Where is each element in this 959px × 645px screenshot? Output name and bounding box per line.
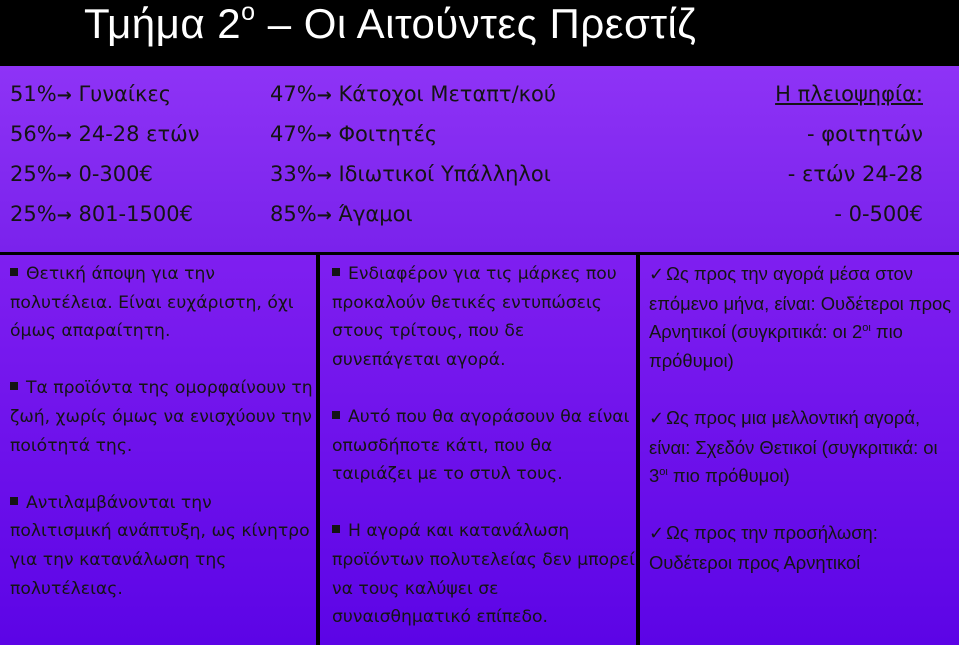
bullet-paragraph: Η αγορά και κατανάλωση προϊόντων πολυτελείας δεν μπορεί να τους καλύψει σε συναισθηματικό επίπεδο. bbox=[332, 521, 635, 628]
arrow-right-icon: → bbox=[316, 125, 332, 146]
square-bullet-icon bbox=[332, 525, 340, 533]
stat-item: 47%→ Κάτοχοι Μεταπτ/κού bbox=[270, 82, 557, 106]
bullet-paragraph: Αυτό που θα αγοράσουν θα είναι οπωσδήποτε κάτι, που θα ταιριάζει με το στυλ τους. bbox=[332, 406, 630, 485]
purchase-intent-column bbox=[640, 255, 959, 645]
bullet-paragraph: Αντιλαμβάνονται την πολιτισμική ανάπτυξη, ως κίνητρο για την κατανάλωση της πολυτέλειας. bbox=[10, 492, 310, 599]
square-bullet-icon bbox=[332, 268, 340, 276]
arrow-right-icon: → bbox=[316, 85, 332, 106]
checkmark-icon: ✓ bbox=[649, 407, 665, 429]
stat-item: 47%→ Φοιτητές bbox=[270, 122, 438, 146]
square-bullet-icon bbox=[10, 497, 18, 505]
stat-item: 85%→ Άγαμοι bbox=[270, 202, 413, 226]
title-text: Τμήμα 2 bbox=[84, 0, 242, 47]
arrow-right-icon: → bbox=[316, 205, 332, 226]
stats-panel bbox=[0, 66, 959, 254]
title-superscript: ο bbox=[241, 0, 256, 26]
attitudes-column bbox=[0, 255, 316, 645]
stat-item: 51%→ Γυναίκες bbox=[10, 82, 172, 106]
arrow-right-icon: → bbox=[56, 165, 72, 186]
square-bullet-icon bbox=[10, 268, 18, 276]
arrow-right-icon: → bbox=[56, 85, 72, 106]
title-text-rest: – Οι Αιτούντες Πρεστίζ bbox=[255, 0, 697, 47]
majority-item: - φοιτητών bbox=[807, 122, 923, 146]
checkmark-icon: ✓ bbox=[649, 523, 665, 545]
square-bullet-icon bbox=[332, 411, 340, 419]
stat-item: 33%→ Ιδιωτικοί Υπάλληλοι bbox=[270, 162, 551, 186]
arrow-right-icon: → bbox=[56, 125, 72, 146]
stat-item: 25%→ 0-300€ bbox=[10, 162, 153, 186]
arrow-right-icon: → bbox=[56, 205, 72, 226]
bullet-paragraph: Τα προϊόντα της ομορφαίνουν τη ζωή, χωρίς όμως να ενισχύουν την ποιότητά της. bbox=[10, 378, 313, 456]
bullet-paragraph: Ενδιαφέρον για τις μάρκες που προκαλούν θετικές εντυπώσεις στους τρίτους, που δε συνεπάγεται αγορά. bbox=[332, 264, 617, 370]
majority-item: - ετών 24-28 bbox=[787, 162, 923, 186]
check-paragraph: ✓ Ως προς την αγορά μέσα στον επόμενο μήνα, είναι: Ουδέτεροι προς Αρνητικοί (συγκριτικά: οι $2^{o\iota}$ πιο πρόθυμοι) bbox=[649, 263, 952, 371]
square-bullet-icon bbox=[10, 382, 18, 390]
stat-item: 25%→ 801-1500€ bbox=[10, 202, 193, 226]
bullet-paragraph: Θετική άποψη για την πολυτέλεια. Είναι ευχάριστη, όχι όμως απαραίτητη. bbox=[10, 264, 294, 342]
check-paragraph: ✓ Ως προς μια μελλοντική αγορά, είναι: Σχεδόν Θετικοί (συγκριτικά: οι $3^{o\iota}$ πιο πρόθυμοι) bbox=[649, 406, 938, 487]
arrow-right-icon: → bbox=[316, 165, 332, 186]
stat-item: 56%→ 24-28 ετών bbox=[10, 122, 200, 146]
slide-title bbox=[84, 0, 696, 64]
majority-item: - 0-500€ bbox=[834, 202, 923, 226]
brands-column bbox=[320, 255, 636, 645]
majority-heading: Η πλειοψηφία: bbox=[775, 82, 923, 106]
checkmark-icon: ✓ bbox=[649, 264, 665, 285]
check-paragraph: ✓ Ως προς την προσήλωση: Ουδέτεροι προς Αρνητικοί bbox=[649, 522, 878, 573]
